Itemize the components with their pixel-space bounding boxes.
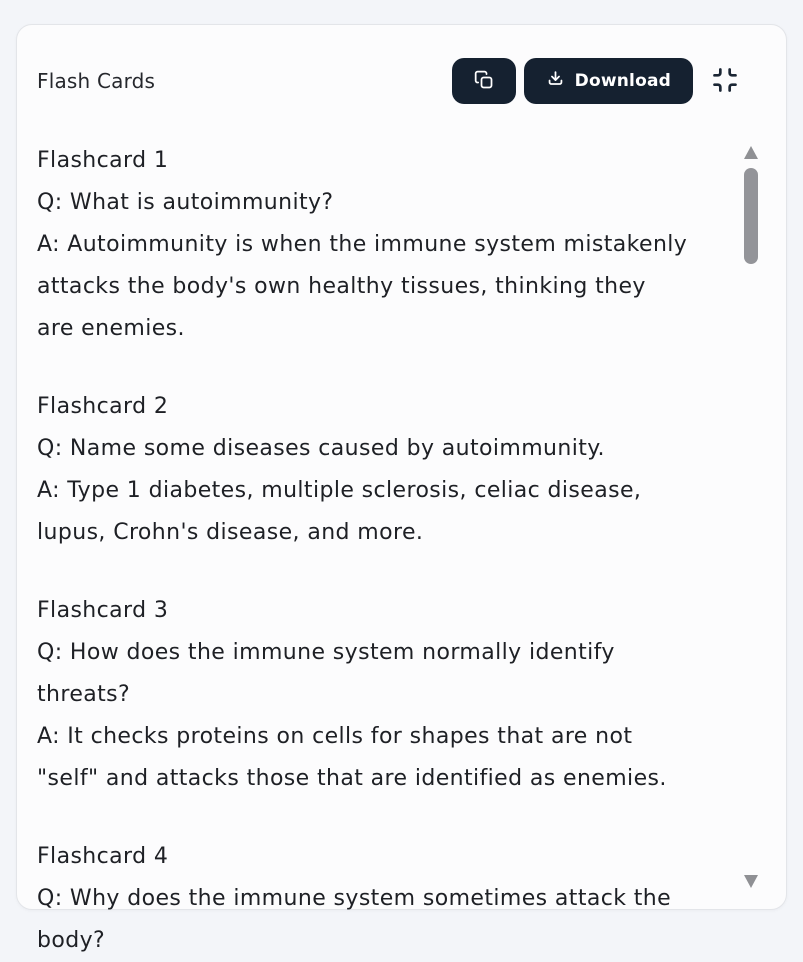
copy-icon [474,70,494,93]
flashcard-title: Flashcard 2 [37,394,169,419]
scrollbar[interactable] [743,140,759,898]
flashcards-text [17,140,786,962]
flashcard-title: Flashcard 3 [37,598,169,623]
flashcard [37,590,724,800]
flashcard [37,836,724,962]
download-icon [546,69,565,93]
flashcard-lines [37,428,724,554]
flashcard [37,386,724,554]
page-title: Flash Cards [37,69,156,93]
flashcard-text-line: attacks the body's own healthy tissues, thinking they [37,274,646,299]
scrollbar-thumb[interactable] [744,168,758,264]
flash-cards-panel [16,24,787,953]
flashcards-scroll-area[interactable] [17,140,786,953]
flashcard-text-line: Q: What is autoimmunity? [37,190,334,215]
flashcard-text-line: Q: How does the immune system normally identify [37,640,615,665]
triangle-up-icon[interactable] [744,146,758,159]
download-button-label: Download [574,71,671,91]
flashcard-lines [37,182,724,350]
flashcard-text-line: threats? [37,682,131,707]
flashcard-text-line: lupus, Crohn's disease, and more. [37,520,424,545]
flashcard-text-line: A: Type 1 diabetes, multiple sclerosis, celiac disease, [37,478,642,503]
flashcard-text-line: A: It checks proteins on cells for shapes that are not [37,724,633,749]
flashcard [37,140,724,350]
flashcard-text-line: "self" and attacks those that are identified as enemies. [37,766,667,791]
flashcard-text-line: A: Autoimmunity is when the immune system mistakenly [37,232,688,257]
minimize-button[interactable] [708,64,742,98]
flashcard-text-line: are enemies. [37,316,185,341]
copy-button[interactable] [452,58,516,104]
flashcard-title: Flashcard 1 [37,148,169,173]
flashcard-lines [37,632,724,800]
panel-header [37,58,742,104]
flashcard-text-line: Q: Why does the immune system sometimes attack the body? [37,886,672,953]
minimize-icon [711,66,739,97]
triangle-down-icon[interactable] [744,875,758,888]
download-button[interactable] [524,58,693,104]
flashcard-lines [37,878,724,962]
flashcard-title: Flashcard 4 [37,844,169,869]
flashcard-text-line: Q: Name some diseases caused by autoimmunity. [37,436,605,461]
